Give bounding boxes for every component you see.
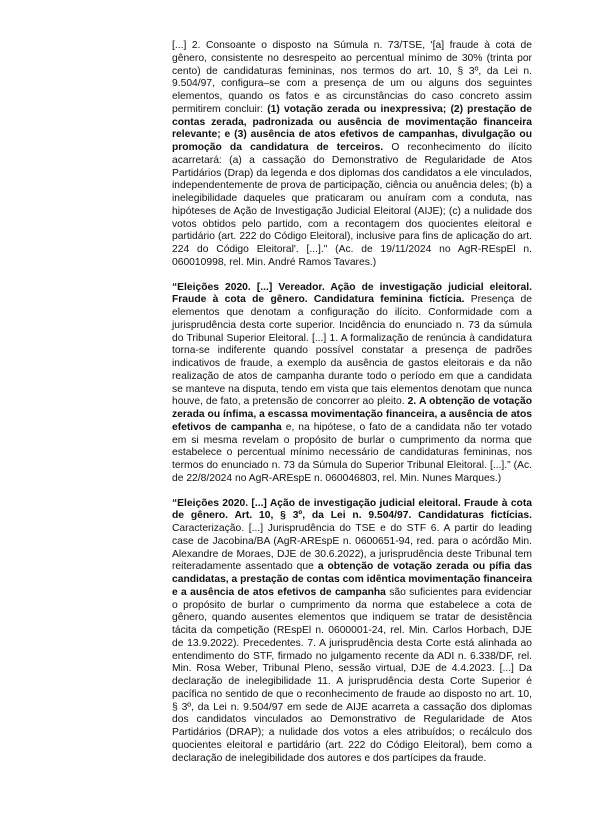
paragraph-2-bold-2: 2. A obtenção de votação zerada ou ínfima, a escassa movimentação financeira, a ausência de atos efetivos de campanha: [172, 396, 532, 433]
paragraph-1-text-1: [...] 2. Consoante o disposto na Súmula n. 73/TSE, '[a] fraude à cota de gênero, consistente no desrespeito ao percentual mínimo de 30% (trinta por cento) de candidaturas femininas, nos termos do art. 10, § 3º, da Lei n. 9.504/97, configura–se com a presença de um ou alguns dos seguintes elementos, quando os fatos e as circunstâncias do caso concreto assim permitirem concluir:: [172, 40, 532, 115]
paragraph-3-text-1: Caracterização. [...] Jurisprudência do TSE e do STF 6. A partir do leading case de Jacobina/BA (AgR-AREspE n. 0600651-94, red. para o acórdão Min. Alexandre de Moraes, DJE de 30.6.2022), a jurisprudência deste Tribunal tem reiteradamente assentado que: [172, 523, 532, 573]
paragraph-1-bold-1: (1) votação zerada ou inexpressiva; (2) prestação de contas zerada, padronizada ou ausência de movimentação financeira relevante; e (3) ausência de atos efetivos de campanhas, divulgação ou promoção da candidatura de terceiros.: [172, 103, 532, 153]
paragraph-2-text-1: Presença de elementos que denotam a configuração do ilícito. Conformidade com a jurisprudência desta corte superior. Incidência do enunciado n. 73 da súmula do Tribunal Superior Eleitoral. [...] 1. A formalização de renúncia à candidatura torna-se indiferente quando possível constatar a presença de padrões indicativos de fraude, a exemplo da ausência de gastos eleitorais e da não realização de atos de campanha durante todo o período em que a candidata se manteve na disputa, tendo em vista que tais elementos denotam que nunca houve, de fato, a pretensão de concorrer ao pleito.: [172, 294, 532, 408]
paragraph-3-bold-1: “Eleições 2020. [...] Ação de investigação judicial eleitoral. Fraude à cota de gênero. Art. 10, § 3º, da Lei n. 9.504/97. Candidaturas fictícias.: [172, 497, 532, 522]
paragraph-1-text-2: O reconhecimento do ilícito acarretará: (a) a cassação do Demonstrativo de Regularidade de Atos Partidários (Drap) da legenda e dos diplomas dos candidatos a ele vinculados, independentemente de prova de participação, ciência ou anuência deles; (b) a inelegibilidade daqueles que praticaram ou anuíram com a conduta, nas hipóteses de Ação de Investigação Judicial Eleitoral (AIJE); (c) a nulidade dos votos obtidos pelo partido, com a recontagem dos quocientes eleitoral e partidário (art. 222 do Código Eleitoral), inclusive para fins de aplicação do art. 224 do Código Eleitoral'. [...]." (Ac. de 19/11/2024 no AgR-REspEl n. 060010998, rel. Min. André Ramos Tavares.): [172, 142, 532, 268]
paragraph-1: [172, 40, 532, 270]
paragraph-2-bold-1: “Eleições 2020. [...] Vereador. Ação de investigação judicial eleitoral. Fraude à cota de gênero. Candidatura feminina fictícia.: [172, 281, 532, 306]
paragraph-3-text-2: são suficientes para evidenciar o propósito de burlar o cumprimento da norma que estabelece a cota de gênero, quando ausentes elementos que indiquem se tratar de desistência tácita da competição (REspEl n. 0600001-24, rel. Min. Carlos Horbach, DJE de 13.9.2022). Precedentes. 7. A jurisprudência desta Corte está alinhada ao entendimento do STF, firmado no julgamento recente da ADI n. 6.338/DF, rel. Min. Rosa Weber, Tribunal Pleno, sessão virtual, DJE de 4.4.2023. [...] Da declaração de inelegibilidade 11. A jurisprudência desta Corte Superior é pacífica no sentido de que o reconhecimento de fraude ao disposto no art. 10, § 3º, da Lei n. 9.504/97 em sede de AIJE acarreta a cassação dos diplomas dos candidatos vinculados ao Demonstrativo de Regularidade de Atos Partidários (DRAP); a nulidade dos votos a eles atribuídos; o recálculo dos quocientes eleitoral e partidário (art. 222 do Código Eleitoral), bem como a declaração de inelegibilidade dos autores e dos partícipes da fraude.: [172, 586, 532, 764]
paragraph-3-bold-2: a obtenção de votação zerada ou pífia das candidatas, a prestação de contas com idêntica movimentação financeira e a ausência de atos efetivos de campanha: [172, 561, 532, 598]
paragraph-3: [172, 498, 532, 766]
paragraph-2-text-2: e, na hipótese, o fato de a candidata não ter votado em si mesma revelam o propósito de burlar o cumprimento da norma que estabelece o percentual mínimo necessário de candidaturas femininas, nos termos do enunciado n. 73 da Súmula do Superior Tribunal Eleitoral. [...].” (Ac. de 22/8/2024 no AgR-AREspE n. 060046803, rel. Min. Nunes Marques.): [172, 421, 532, 484]
paragraph-2: [172, 282, 532, 486]
document-page: [172, 40, 532, 777]
